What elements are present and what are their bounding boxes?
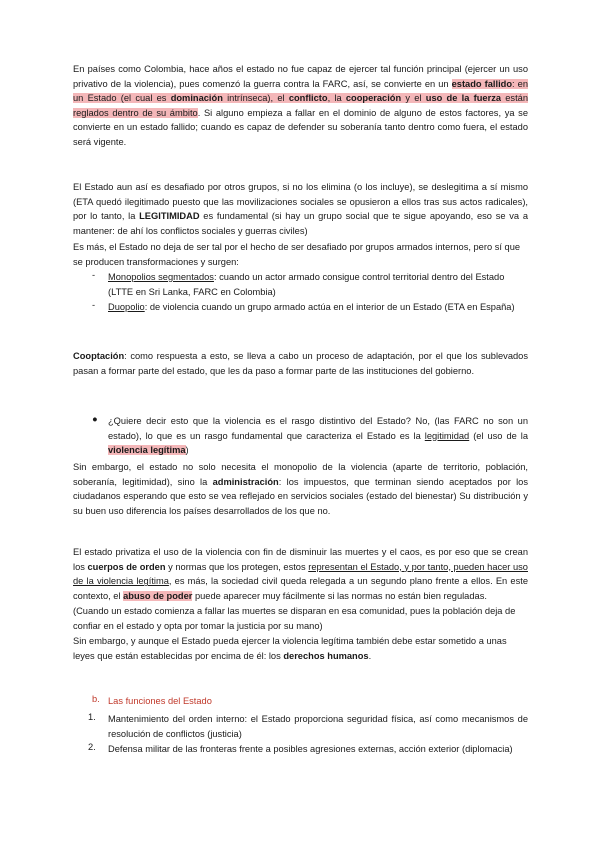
list-item-orden-interno: Mantenimiento del orden interno: el Estado proporciona seguridad física, así como mecanismos de resolución de conflictos (justicia): [108, 714, 528, 739]
dash-bullet: -: [92, 270, 96, 280]
text: .: [368, 650, 372, 661]
section-marker: b.: [92, 694, 100, 704]
text: . Si alguno empieza a fallar en el dominio de alguno de estos factores, ya se convierte en un estado fallido; cuando es capaz de defender su soberanía tanto dentro como fuera, el estado será vigente.: [73, 107, 528, 147]
text: El estado privatiza el uso de la violencia con fin de disminuir las muertes y el caos, es por eso que se crean los: [73, 547, 528, 572]
bold-cuerpos-orden: cuerpos de orden: [87, 561, 166, 572]
bold-legitimidad: LEGITIMIDAD: [139, 211, 200, 222]
text: : los impuestos, que terminan siendo aceptados por los ciudadanos esperando que esto se vea reflejado en servicios sociales (estado del bienestar) Su distribución y su buen uso diferencia los países desarrollados de los que no.: [73, 476, 528, 516]
paragraph-colombia: [73, 62, 528, 150]
paragraph-derechos: [73, 634, 528, 663]
highlight-violencia-legitima: violencia legítima: [108, 445, 186, 456]
text: , es más, la sociedad civil queda relegada a un segundo plano frente a ellos. En este contexto, el: [73, 576, 528, 601]
bullet-legitimidad: [108, 414, 528, 458]
text: ): [185, 445, 189, 456]
paragraph-transformaciones: Es más, el Estado no deja de ser tal por el hecho de ser desafiado por grupos armados internos, pero sí que se producen transformaciones y surgen:: [73, 242, 521, 267]
text: y el: [401, 93, 426, 104]
text: Sin embargo, y aunque el Estado pueda ejercer la violencia legítima también debe estar sometido a unas leyes que están establecidas por encima de él: los: [73, 636, 507, 661]
text: , la: [327, 93, 346, 104]
bold-derechos-humanos: derechos humanos: [283, 650, 369, 661]
highlight-abuso-poder: abuso de poder: [123, 590, 193, 601]
underline-term: Monopolios segmentados: [108, 272, 214, 282]
section-heading: Las funciones del Estado: [108, 696, 212, 706]
text: Sin embargo, el estado no solo necesita el monopolio de la violencia (aparte de territorio, población, soberanía, legitimidad), sino la: [73, 462, 528, 487]
dash-bullet: -: [92, 300, 96, 310]
text: : de violencia cuando un grupo armado actúa en el interior de un Estado (ETA en España): [144, 302, 515, 312]
text: puede aparecer muy fácilmente si las normas no están bien reguladas.: [192, 590, 487, 601]
paragraph-desafiado: [73, 180, 528, 238]
text: (el uso de la: [469, 430, 529, 441]
underline-legitimidad: legitimidad: [424, 430, 470, 441]
underline-representan: representan el Estado, y por tanto, pueden hacer uso de la violencia legítima: [73, 561, 528, 587]
text: están reglados dentro de su ámbito: [73, 93, 528, 118]
paragraph-administracion: [73, 460, 528, 518]
list-item-monopolios: [108, 270, 528, 299]
text: : cuando un actor armado consigue control territorial dentro del Estado (LTTE en Sri Lanka, FARC en Colombia): [108, 272, 505, 297]
text: : como respuesta a esto, se lleva a cabo un proceso de adaptación, por el que los sublevados pasan a formar parte del estado, que les da paso a formar parte de las instituciones del gobierno.: [73, 351, 528, 376]
bold-uso-fuerza: uso de la fuerza: [425, 93, 502, 104]
bold-administracion: administración: [212, 476, 279, 487]
text: intrínseca), el: [222, 93, 289, 104]
underline-term: Duopolio: [108, 302, 145, 312]
list-number: 2.: [88, 742, 96, 752]
bold-cooptacion: Cooptación: [73, 351, 125, 361]
paragraph-cuando: (Cuando un estado comienza a fallar las muertes se disparan en esa comunidad, pues la población deja de confiar en el estado y opta por tomar la justicia por su mano): [73, 606, 516, 631]
list-number: 1.: [88, 712, 96, 722]
text: es fundamental (si hay un grupo social que te sigue apoyando, eso se va a mantener: de ahí los conflictos sociales y guerras civiles): [73, 211, 528, 236]
highlight-estado-fallido: estado fallido: [451, 78, 513, 89]
paragraph-cooptacion: [73, 349, 528, 378]
list-item-defensa: Defensa militar de las fronteras frente a posibles agresiones externas, acción exterior (diplomacia): [108, 744, 513, 754]
paragraph-privatiza: [73, 545, 528, 603]
bold-cooperacion: cooperación: [345, 93, 402, 104]
bold-conflicto: conflicto: [288, 93, 328, 104]
text: ¿Quiere decir esto que la violencia es el rasgo distintivo del Estado? No, (las FARC no son un estado), lo que es un rasgo fundamental que caracteriza el Estado es la: [108, 416, 528, 441]
list-item-duopolio: [108, 300, 528, 315]
bold-dominacion: dominación: [170, 93, 223, 104]
round-bullet: ●: [92, 414, 98, 424]
text: En países como Colombia, hace años el estado no fue capaz de ejercer tal función principal (ejercer un uso privativo de la violencia), pues comenzó la guerra contra la FARC, así, se convierte en un: [73, 64, 528, 89]
text: El Estado aun así es desafiado por otros grupos, si no los elimina (o los incluye), se deslegitima a sí mismo (ETA quedó ilegitimado puesto que las movilizaciones sociales se opusieron a ellos tras sus actos radicales), por lo tanto, la: [73, 182, 528, 222]
text: : en un Estado (el cual es: [73, 78, 529, 104]
text: y normas que los protegen, estos: [165, 561, 309, 572]
